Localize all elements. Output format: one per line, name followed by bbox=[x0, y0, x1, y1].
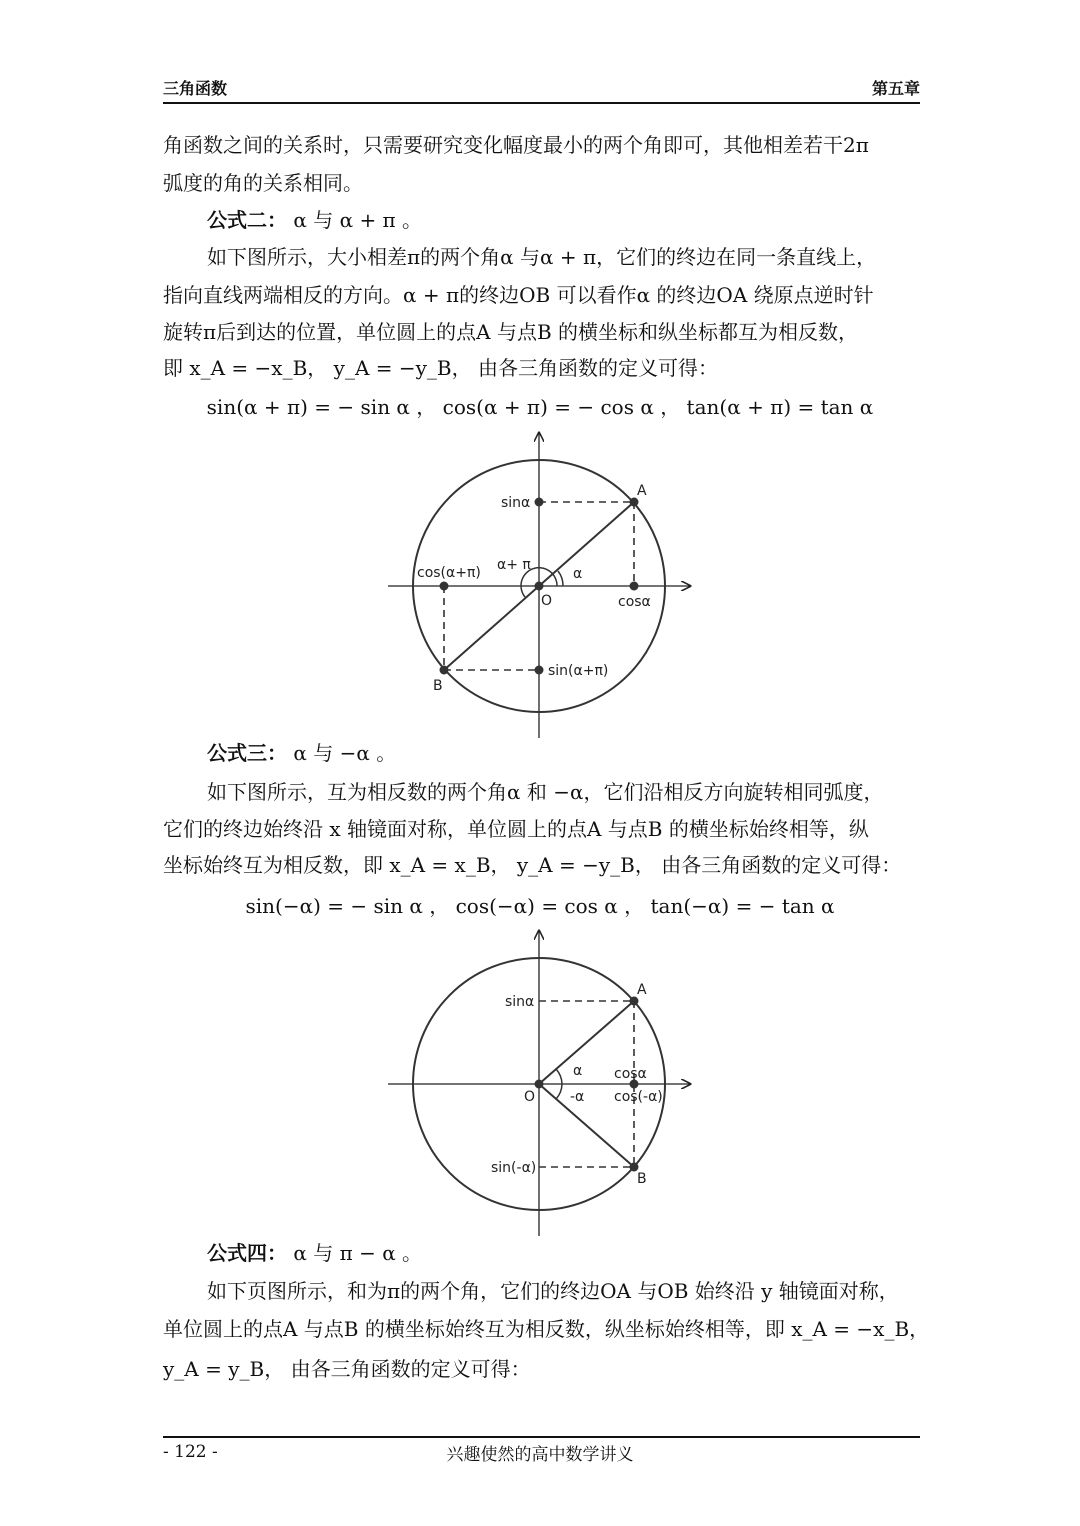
point-O bbox=[535, 582, 544, 591]
header-rule bbox=[163, 102, 920, 104]
angle-arc-neg-alpha bbox=[556, 1084, 562, 1099]
formula2-text-line-3: 旋转π后到达的位置，单位圆上的点A 与点B 的横坐标和纵坐标都互为相反数， bbox=[163, 320, 858, 344]
label-alpha: α bbox=[573, 566, 583, 582]
formula2-text-line-4: 即 x_A = −x_B， y_A = −y_B， 由各三角函数的定义可得： bbox=[163, 356, 718, 380]
formula3-equation: sin(−α) = − sin α ， cos(−α) = cos α ， tan(−α) = − tan α bbox=[245, 894, 835, 918]
formula3-title: α 与 −α 。 bbox=[293, 741, 397, 765]
label-cos-pi: cos(α+π) bbox=[417, 565, 481, 581]
header-chapter-number: 第五章 bbox=[871, 79, 920, 98]
intro-line-2: 弧度的角的关系相同。 bbox=[163, 171, 363, 195]
formula3-text-line-3: 坐标始终互为相反数，即 x_A = x_B， y_A = −y_B， 由各三角函数的定义可得： bbox=[163, 853, 902, 877]
formula3-heading bbox=[207, 738, 396, 768]
label-alpha: α bbox=[573, 1063, 583, 1079]
formula4-text-line-3: y_A = y_B， 由各三角函数的定义可得： bbox=[163, 1357, 531, 1381]
label-sin: sinα bbox=[501, 495, 531, 511]
footer-book-title: 兴趣使然的高中数学讲义 bbox=[446, 1445, 634, 1465]
formula4-text-line-2: 单位圆上的点A 与点B 的横坐标始终互为相反数，纵坐标始终相等，即 x_A = −x_B， bbox=[163, 1317, 930, 1341]
page-header bbox=[163, 76, 920, 102]
intro-line-1: 角函数之间的关系时，只需要研究变化幅度最小的两个角即可，其他相差若干2π bbox=[163, 133, 869, 157]
point-cos bbox=[630, 582, 639, 591]
formula3-text-line-2: 它们的终边始终沿 x 轴镜面对称，单位圆上的点A 与点B 的横坐标始终相等，纵 bbox=[163, 817, 869, 841]
label-O: O bbox=[524, 1089, 536, 1105]
point-O bbox=[535, 1080, 544, 1089]
label-sin-neg: sin(-α) bbox=[491, 1160, 537, 1176]
angle-arc-alpha bbox=[558, 571, 563, 586]
formula4-label: 公式四： bbox=[207, 1241, 287, 1265]
formula2-title: α 与 α + π 。 bbox=[293, 208, 423, 232]
formula2-text-line-1: 如下图所示，大小相差π的两个角α 与α + π，它们的终边在同一条直线上， bbox=[207, 245, 877, 269]
label-A: A bbox=[637, 982, 647, 998]
label-cos-neg: cos(-α) bbox=[614, 1089, 663, 1105]
label-neg-alpha: -α bbox=[570, 1089, 585, 1105]
label-sin-pi: sin(α+π) bbox=[548, 663, 609, 679]
formula4-title: α 与 π − α 。 bbox=[293, 1241, 423, 1265]
footer-rule bbox=[163, 1436, 920, 1438]
label-cos: cosα bbox=[618, 594, 651, 610]
formula4-text-line-1: 如下页图所示，和为π的两个角，它们的终边OA 与OB 始终沿 y 轴镜面对称， bbox=[207, 1279, 899, 1303]
label-alpha-pi: α+ π bbox=[497, 557, 531, 573]
formula2-equation: sin(α + π) = − sin α ， cos(α + π) = − cos α ， tan(α + π) = tan α bbox=[206, 395, 874, 419]
point-B bbox=[440, 666, 449, 675]
label-A: A bbox=[637, 483, 647, 499]
formula3-label: 公式三： bbox=[207, 741, 287, 765]
formula2-text-line-2: 指向直线两端相反的方向。α + π的终边OB 可以看作α 的终边OA 绕原点逆时针 bbox=[163, 283, 874, 307]
point-sin bbox=[535, 498, 544, 507]
figure-alpha-plus-pi bbox=[385, 430, 705, 740]
formula2-label: 公式二： bbox=[207, 208, 287, 232]
label-cos: cosα bbox=[614, 1066, 647, 1082]
point-cos-pi bbox=[440, 582, 449, 591]
formula2-heading bbox=[207, 205, 422, 235]
angle-arc-alpha bbox=[556, 1069, 562, 1084]
figure-alpha-neg-alpha bbox=[385, 928, 705, 1238]
label-sin: sinα bbox=[505, 994, 535, 1010]
label-B: B bbox=[433, 678, 443, 694]
formula3-text-line-1: 如下图所示，互为相反数的两个角α 和 −α，它们沿相反方向旋转相同弧度， bbox=[207, 780, 884, 804]
formula4-heading bbox=[207, 1238, 422, 1268]
label-B: B bbox=[637, 1171, 647, 1187]
header-chapter-title: 三角函数 bbox=[163, 79, 228, 98]
page-number: - 122 - bbox=[163, 1442, 218, 1462]
point-sin-pi bbox=[535, 666, 544, 675]
label-O: O bbox=[541, 593, 553, 609]
